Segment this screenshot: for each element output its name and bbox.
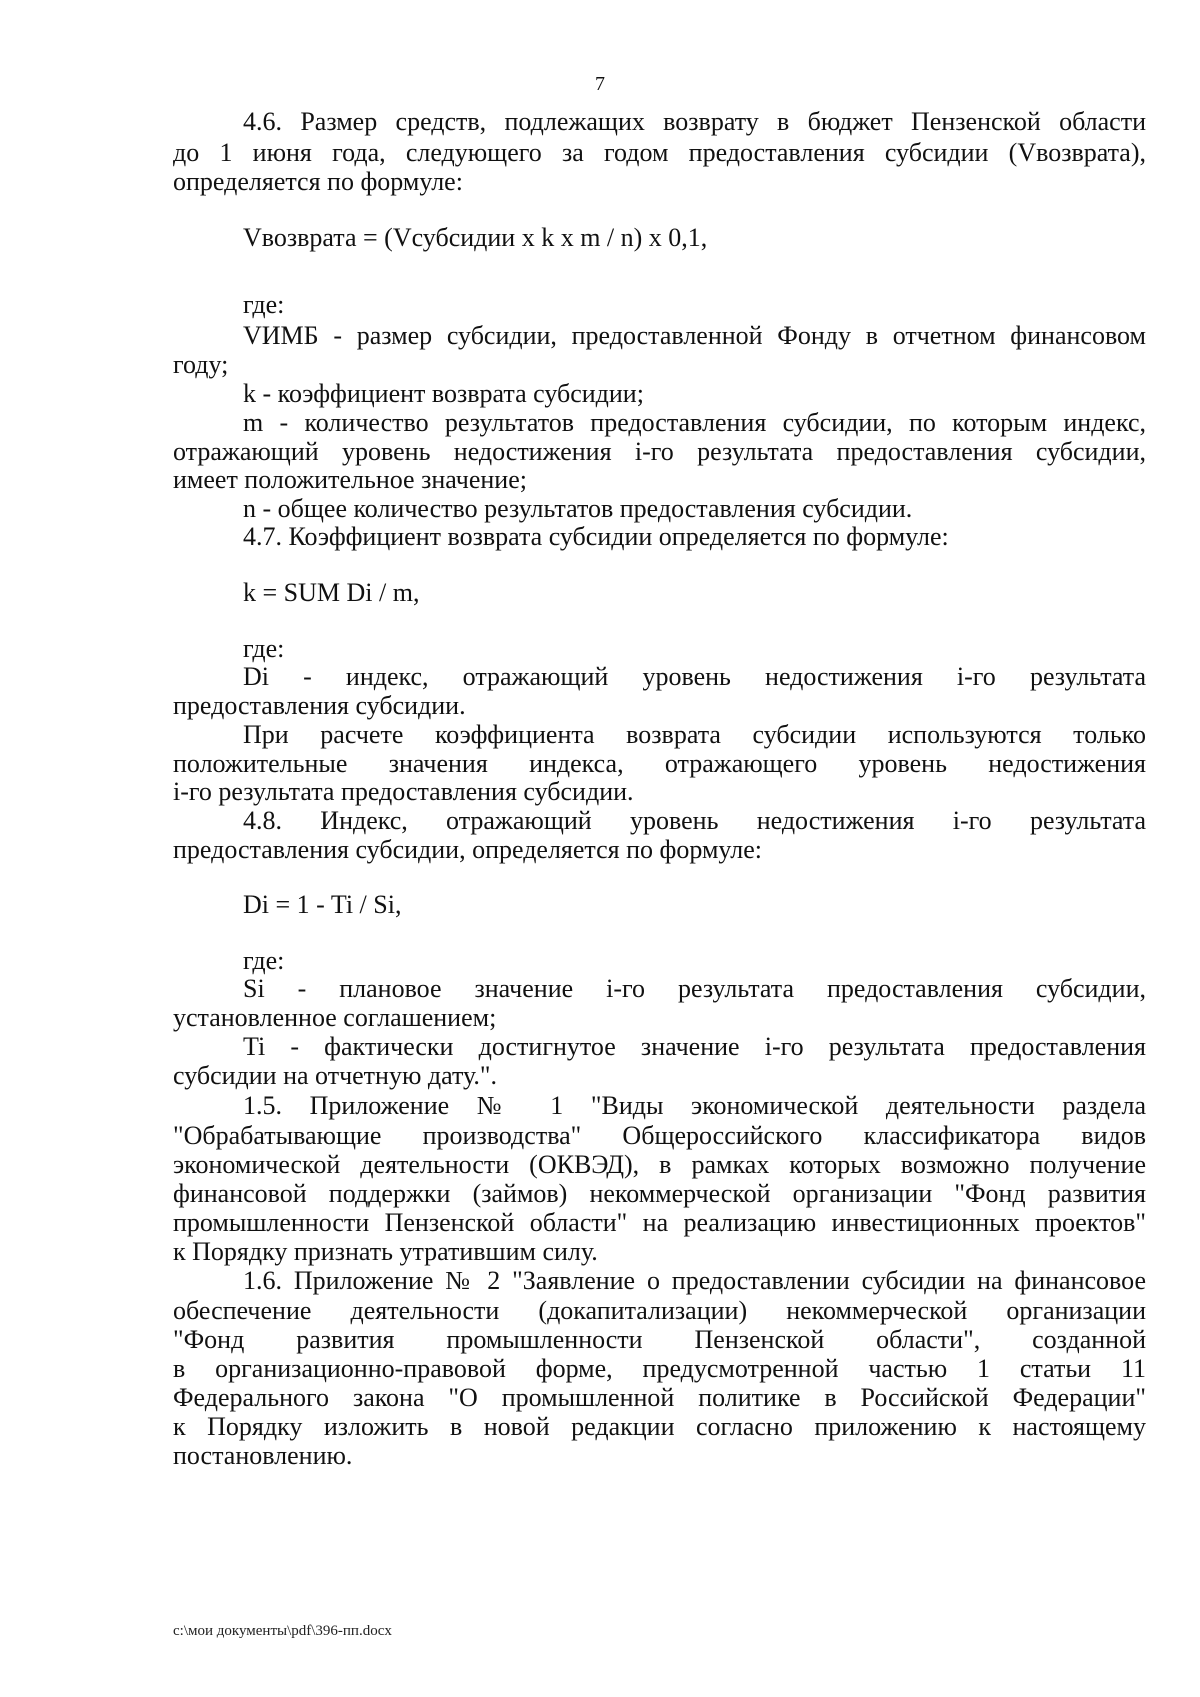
section-4-8-line-1: 4.8. Индекс, отражающий уровень недостижения i-го результата <box>243 806 1146 835</box>
footer-file-path: c:\мои документы\pdf\396-пп.docx <box>173 1623 392 1639</box>
definition-ti-line-2: субсидии на отчетную дату.". <box>173 1061 498 1090</box>
section-4-8-line-2: предоставления субсидии, определяется по формуле: <box>173 835 763 864</box>
definition-m-line-2: отражающий уровень недостижения i-го результата предоставления субсидии, <box>173 437 1146 466</box>
section-1-6-line-1: 1.6. Приложение № 2 "Заявление о предоставлении субсидии на финансовое <box>243 1266 1146 1295</box>
page-number: 7 <box>595 73 605 95</box>
formula-return-amount: Vвозврата = (Vсубсидии x k x m / n) x 0,1, <box>243 223 708 252</box>
section-4-6-line-2: до 1 июня года, следующего за годом предоставления субсидии (Vвозврата), <box>173 138 1146 167</box>
section-1-5-line-6: к Порядку признать утратившим силу. <box>173 1237 598 1266</box>
section-1-5-line-5: промышленности Пензенской области" на реализацию инвестиционных проектов" <box>173 1208 1146 1237</box>
calculation-note-line-2: положительные значения индекса, отражающего уровень недостижения <box>173 749 1146 778</box>
where-label-1: где: <box>243 290 285 319</box>
formula-index: Di = 1 - Ti / Si, <box>243 890 402 919</box>
definition-m-line-3: имеет положительное значение; <box>173 465 527 494</box>
definition-m-line-1: m - количество результатов предоставления субсидии, по которым индекс, <box>243 408 1146 437</box>
section-1-5-line-4: финансовой поддержки (займов) некоммерческой организации "Фонд развития <box>173 1179 1146 1208</box>
definition-di-line-2: предоставления субсидии. <box>173 691 466 720</box>
definition-k: k - коэффициент возврата субсидии; <box>243 379 644 408</box>
where-label-3: где: <box>243 946 285 975</box>
definition-si-line-1: Si - плановое значение i-го результата предоставления субсидии, <box>243 974 1146 1003</box>
section-1-6-line-3: "Фонд развития промышленности Пензенской области", созданной <box>173 1325 1146 1354</box>
calculation-note-line-1: При расчете коэффициента возврата субсидии используются только <box>243 720 1146 749</box>
section-1-6-line-5: Федерального закона "О промышленной политике в Российской Федерации" <box>173 1383 1146 1412</box>
definition-vimb-line-2: году; <box>173 350 229 379</box>
section-1-5-line-1: 1.5. Приложение № 1 "Виды экономической деятельности раздела <box>243 1091 1146 1120</box>
formula-coefficient: k = SUM Di / m, <box>243 578 420 607</box>
section-4-6-line-1: 4.6. Размер средств, подлежащих возврату в бюджет Пензенской области <box>243 107 1146 136</box>
section-1-6-line-6: к Порядку изложить в новой редакции согласно приложению к настоящему <box>173 1412 1146 1441</box>
definition-n: n - общее количество результатов предоставления субсидии. <box>243 494 913 523</box>
section-4-7: 4.7. Коэффициент возврата субсидии определяется по формуле: <box>243 522 949 551</box>
definition-di-line-1: Di - индекс, отражающий уровень недостижения i-го результата <box>243 662 1146 691</box>
section-1-6-line-4: в организационно-правовой форме, предусмотренной частью 1 статьи 11 <box>173 1354 1146 1383</box>
where-label-2: где: <box>243 634 285 663</box>
definition-si-line-2: установленное соглашением; <box>173 1003 497 1032</box>
definition-vimb-line-1: VИМБ - размер субсидии, предоставленной Фонду в отчетном финансовом <box>243 321 1146 350</box>
calculation-note-line-3: i-го результата предоставления субсидии. <box>173 777 634 806</box>
section-1-5-line-3: экономической деятельности (ОКВЭД), в рамках которых возможно получение <box>173 1150 1146 1179</box>
section-1-6-line-7: постановлению. <box>173 1441 353 1470</box>
section-4-6-line-3: определяется по формуле: <box>173 167 463 196</box>
section-1-5-line-2: "Обрабатывающие производства" Общероссийского классификатора видов <box>173 1121 1146 1150</box>
section-1-6-line-2: обеспечение деятельности (докапитализации) некоммерческой организации <box>173 1296 1146 1325</box>
definition-ti-line-1: Ti - фактически достигнутое значение i-го результата предоставления <box>243 1032 1146 1061</box>
